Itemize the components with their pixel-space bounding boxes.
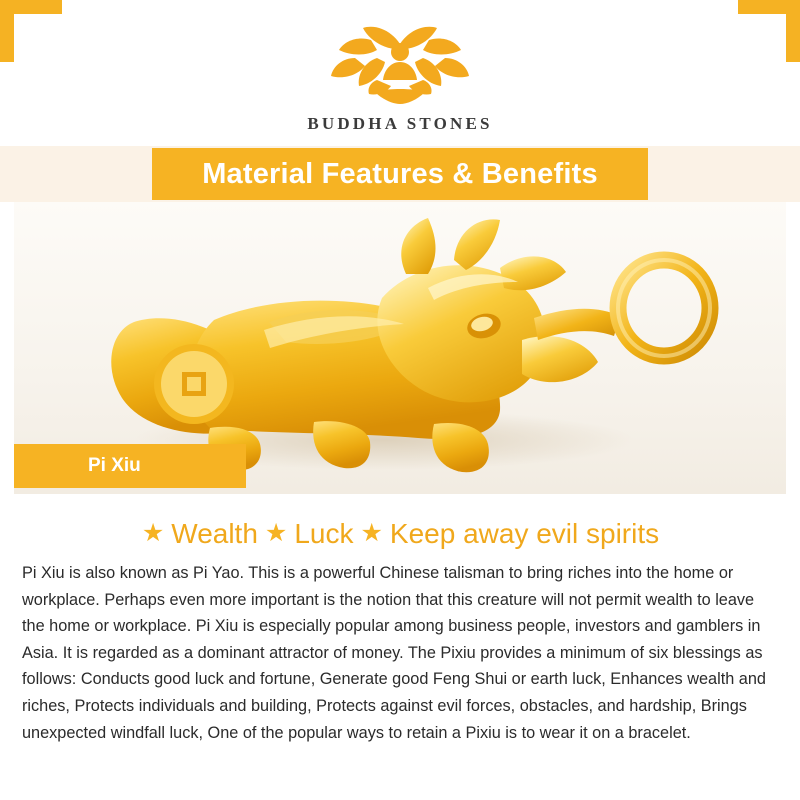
benefits-section [0,494,800,800]
benefit-item-3: Keep away evil spirits [389,518,660,549]
star-icon-2: ★ [264,519,288,547]
brand-name: BUDDHA STONES [307,114,493,133]
page-title [152,148,648,200]
star-icon-3: ★ [360,519,383,547]
benefit-item-1: Wealth [171,518,258,549]
product-caption [14,444,246,488]
description-text: Pi Xiu is also known as Pi Yao. This is a powerful Chinese talisman to bring riches into the home or workplace. Perhaps even more important is the notion that this creature will not permit wealth to leave the home or workplace. Pi Xiu is especially popular among business people, investors and gamblers in Asia. It is regarded as a dominant attractor of money. The Pixiu provides a minimum of six blessings as follows: Conducts good luck and fortune, Generate good Feng Shui or earth luck, Enhances wealth and riches, Protects individuals and building, Protects against evil forces, obstacles, and hardship, Brings unexpected windfall luck, One of the popular ways to retain a Pixiu is to wear it on a bracelet. [22,564,766,742]
product-caption-text: Pi Xiu [88,455,141,476]
star-icon-1: ★ [141,519,165,547]
benefit-item-2: Luck [294,518,354,549]
benefits-line [0,518,800,550]
brand-logo [0,18,800,134]
page-title-text: Material Features & Benefits [202,157,598,190]
lotus-meditation-icon [325,18,475,110]
